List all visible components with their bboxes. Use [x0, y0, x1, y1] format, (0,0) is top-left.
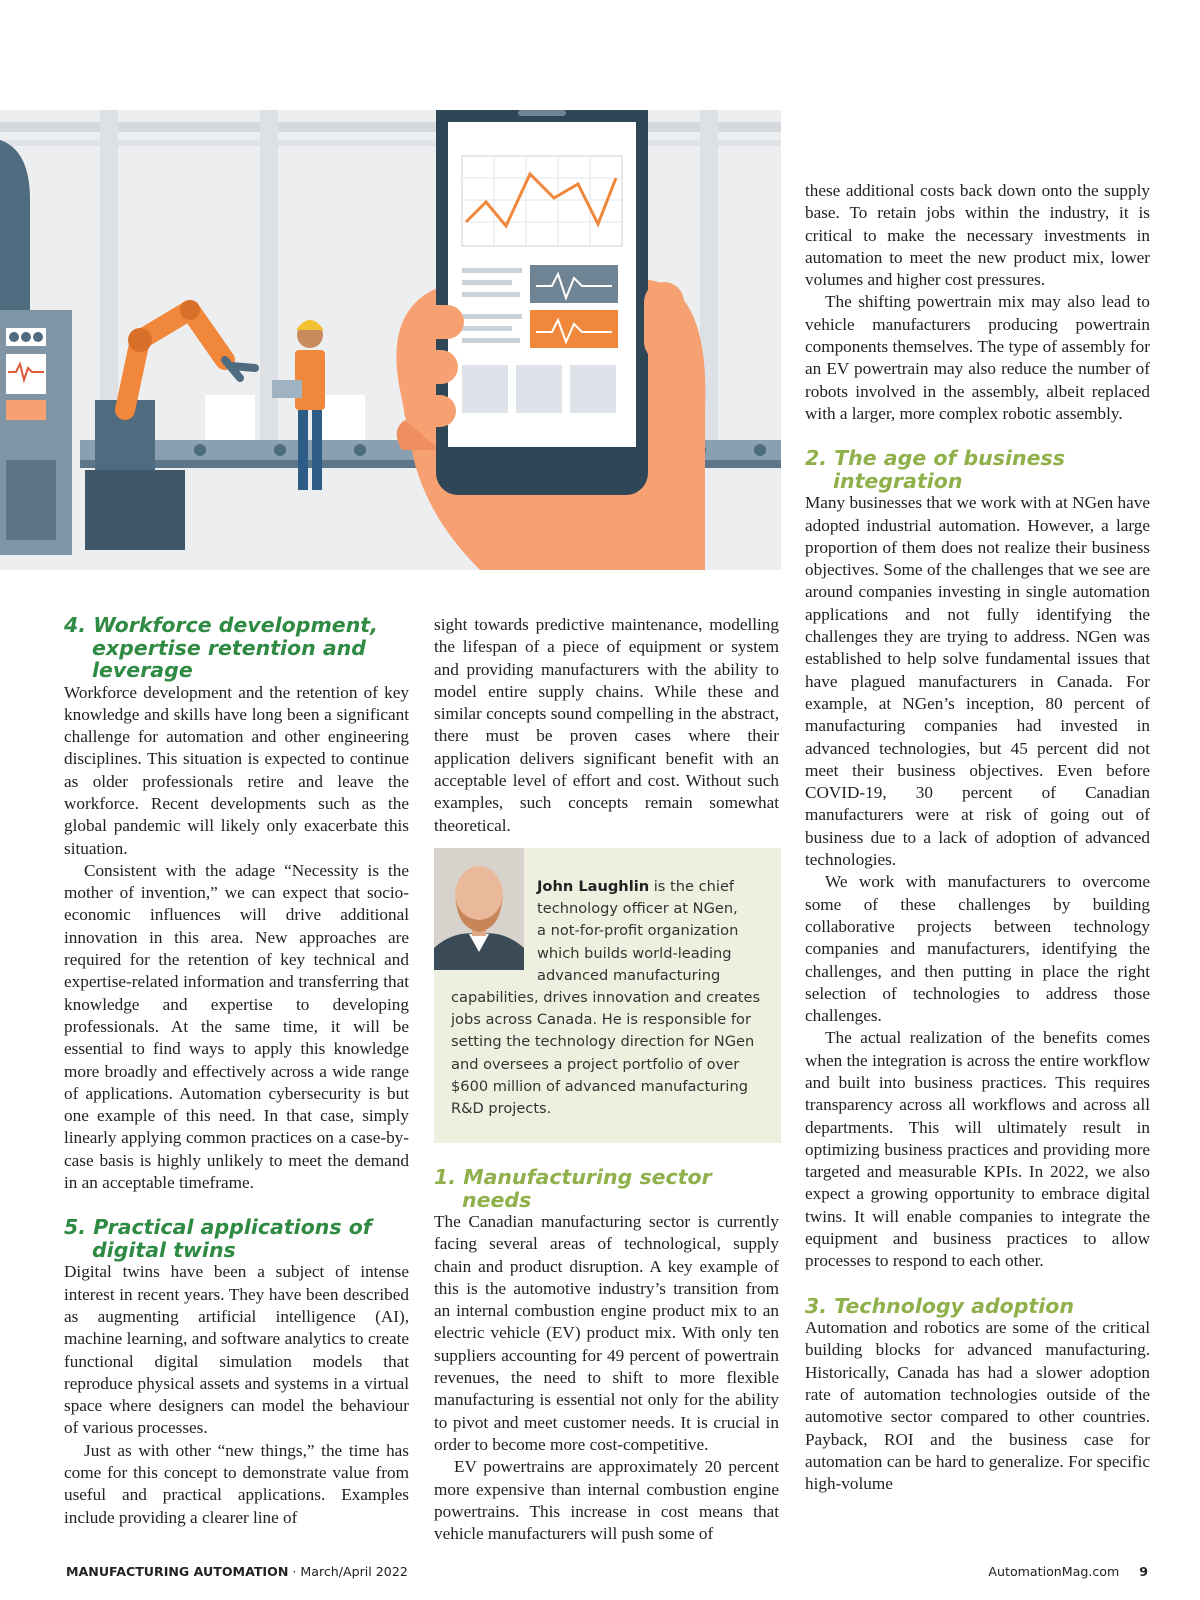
bio-line-4: which builds world-leading [537, 944, 732, 962]
hero-illustration [0, 110, 781, 570]
section-5-heading: 5. Practical applications of digital twins [64, 1215, 372, 1262]
website-link[interactable]: AutomationMag.com [988, 1564, 1120, 1579]
bio-line-1: John Laughlin is the chief [537, 878, 735, 895]
section-5-paragraph-1: Digital twins have been a subject of intense interest in recent years. They have been described as augmenting artificial intelligence (AI), machine learning, and software analytics to create functional digital simulation models that reproduce physical assets and systems in a virtual space where designers can model the behaviour of various processes. [64, 1262, 409, 1438]
bio-line-5: advanced manufacturing [537, 966, 721, 984]
author-bio-box [434, 848, 781, 1143]
section-2-paragraph-3: The actual realization of the benefits comes when the integration is across the entire workflow and built into business practices. This requires transparency across all workflows and across all departments. This will ultimately result in optimizing business practices and providing more targeted and measurable KPIs. In 2022, we also expect a growing opportunity to embrace digital twins. It will enable companies to integrate the equipment and business practices to allow processes to respond to each other. [805, 1028, 1150, 1271]
factory-smartphone-illustration [0, 110, 781, 570]
section-4-paragraph-1: Workforce development and the retention of key knowledge and skills have long been a significant challenge for automation and other engineering disciplines. This situation is expected to continue as older professionals retire and leave the workforce. Recent developments such as the global pandemic will likely only exacerbate this situation. [64, 682, 409, 858]
bio-text [434, 876, 781, 1120]
bio-line-7: jobs across Canada. He is responsible for [451, 1011, 751, 1029]
bio-line-10: $600 million of advanced manufacturing [451, 1077, 748, 1095]
bio-line-3: a not-for-profit organization [537, 922, 739, 940]
section-5-continued: sight towards predictive maintenance, modelling the lifespan of a piece of equipment or system and providing manufacturers with the ability to model entire supply chains. While these and similar concepts sound compelling in the abstract, there must be proven cases where their application delivers significant benefit with an acceptable level of effort and cost. Without such examples, such concepts remain somewhat theoretical. [434, 615, 779, 835]
column-middle-lower [434, 1166, 779, 1545]
author-name: John Laughlin [537, 878, 650, 895]
section-4-heading: 4. Workforce development, expertise retention and leverage [64, 613, 378, 682]
section-3-heading: 3. Technology adoption [805, 1293, 1074, 1318]
column-left [64, 614, 409, 1529]
footer-right [988, 1564, 1148, 1579]
bio-line-9: and oversees a project portfolio of over [451, 1055, 740, 1073]
section-1-heading: 1. Manufacturing sector needs [434, 1165, 712, 1212]
bio-line-6: capabilities, drives innovation and creates [451, 989, 761, 1007]
page-footer [66, 1564, 1148, 1584]
page-number: 9 [1139, 1564, 1148, 1579]
section-1-continued-1: these additional costs back down onto the supply base. To retain jobs within the industry, it is critical to make the necessary investments in automation to meet the new product mix, lower volumes and higher cost pressures. [805, 181, 1150, 290]
bio-line-2: technology officer at NGen, [537, 900, 738, 918]
section-2-paragraph-1: Many businesses that we work with at NGen have adopted industrial automation. However, a large proportion of them does not realize their business objectives. Some of the challenges that we see are around companies investing in single automation applications and not fully identifying the challenges they are trying to address. NGen was established to help solve fundamental issues that have plagued manufacturers in Canada. For example, at NGen’s inception, 80 percent of manufacturing companies had invested in advanced technologies, but 45 percent did not meet their business objectives. Even before COVID-19, 30 percent of Canadian manufacturers were at risk of going out of business due to a lack of adoption of advanced technologies. [805, 493, 1150, 870]
section-5-paragraph-2: Just as with other “new things,” the time has come for this concept to demonstrate value from useful and practical applications. Examples include providing a clearer line of [64, 1440, 409, 1527]
column-right [805, 180, 1150, 1496]
section-4-paragraph-2: Consistent with the adage “Necessity is the mother of invention,” we can expect that socio-economic influences will drive additional innovation in this area. New approaches are required for the retention of key technical and expertise-related information and transferring that knowledge and expertise to developing professionals. At the same time, it will be essential to find ways to apply this knowledge more broadly and effectively across a wide range of applications. Automation cybersecurity is but one example of this need. In that case, simply linearly applying common practices on a case-by-case basis is highly unlikely to meet the demand in an acceptable timeframe. [64, 860, 409, 1193]
bio-line-11: R&D projects. [451, 1100, 552, 1118]
section-1-paragraph-1: The Canadian manufacturing sector is currently facing several areas of technological, supply chain and product disruption. A key example of this is the automotive industry’s transition from an internal combustion engine product mix to an electric vehicle (EV) product mix. With only ten suppliers accounting for 49 percent of powertrain revenues, the need to shift to more flexible manufacturing is essential not only for the ability to pivot and meet customer needs. It is crucial in order to become more cost-competitive. [434, 1212, 779, 1454]
publication-name: MANUFACTURING AUTOMATION [66, 1564, 289, 1579]
issue-date: · March/April 2022 [288, 1564, 408, 1579]
section-1-continued-2: The shifting powertrain mix may also lead to vehicle manufacturers producing powertrain components themselves. The type of assembly for an EV powertrain may also reduce the number of robots involved in the assembly, albeit replaced with a larger, more complex robotic assembly. [805, 292, 1150, 423]
section-2-paragraph-2: We work with manufacturers to overcome some of these challenges by building collaborative projects between technology companies and manufacturers, identifying the challenges, and then putting in place the right selection of technologies to address those challenges. [805, 872, 1150, 1026]
bio-line-8: setting the technology direction for NGen [451, 1033, 755, 1051]
section-2-heading: 2. The age of business integration [805, 446, 1065, 493]
column-middle [434, 614, 779, 837]
section-3-paragraph-1: Automation and robotics are some of the critical building blocks for advanced manufacturing. Historically, Canada has had a slower adoption rate of automation technologies outside of the automotive sector compared to other countries. Payback, ROI and the business case for automation can be hard to generalize. For specific high-volume [805, 1318, 1150, 1494]
section-1-paragraph-2: EV powertrains are approximately 20 percent more expensive than internal combustion engine powertrains. This increase in cost means that vehicle manufacturers will push some of [434, 1457, 779, 1544]
